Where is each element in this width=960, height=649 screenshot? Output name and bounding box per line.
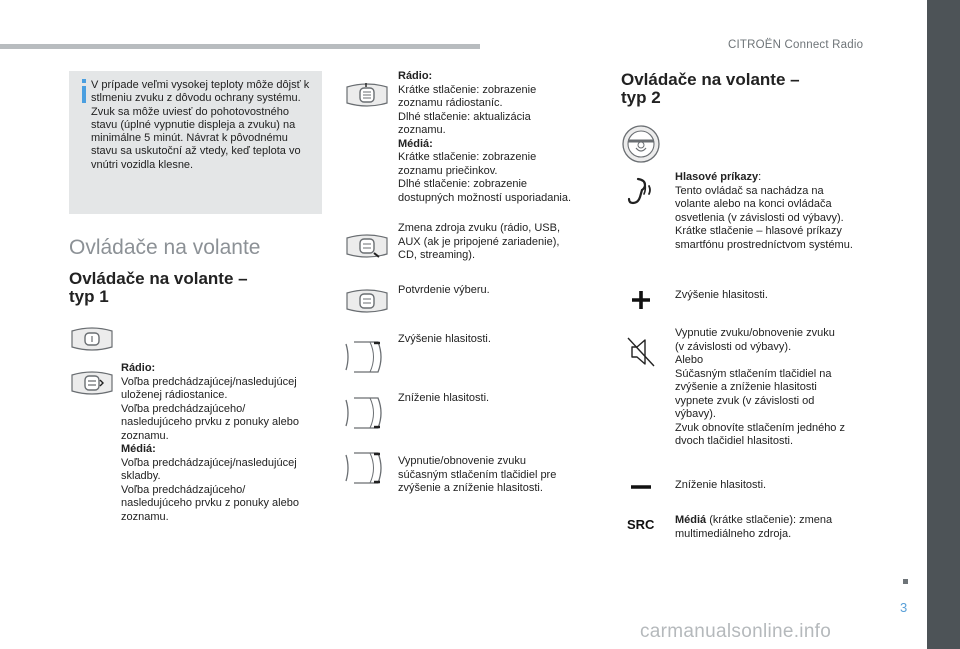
voice-command-icon	[625, 176, 653, 206]
source-description: Zmena zdroja zvuku (rádio, USB, AUX (ak je pripojené zariadenie), CD, streaming).	[398, 222, 561, 261]
steering-control-icon	[69, 326, 115, 352]
type2-volume-down-description: Zníženie hlasitosti.	[675, 479, 767, 491]
plus-icon	[631, 290, 651, 310]
watermark: carmanualsonline.info	[640, 621, 832, 642]
section-title: Ovládače na volante	[69, 236, 261, 259]
radio-label: Rádio:	[121, 362, 156, 374]
info-icon	[81, 79, 87, 103]
press-description: Rádio: Krátke stlačenie: zobrazenie zoznamu rádiostaníc. Dlhé stlačenie: aktualizácia zoznamu. Médiá: Krátke stlačenie: zobrazenie zoznamu priečinkov. Dlhé stlačenie: zobrazenie dostupných možností usporiadania.	[398, 70, 572, 204]
src-description: Médiá (krátke stlačenie): zmena multimediálneho zdroja.	[675, 514, 833, 540]
type1-heading-line1: Ovládače na volante –	[69, 269, 248, 288]
source-button-icon	[344, 233, 390, 259]
press-button-icon	[344, 82, 390, 108]
scroll-wheel-icon	[69, 370, 115, 396]
volume-up-rocker-icon	[344, 340, 386, 374]
confirm-button-icon	[344, 288, 390, 314]
minus-icon	[630, 482, 652, 492]
page-number: 3	[900, 600, 908, 615]
info-box	[69, 71, 322, 214]
volume-up-description: Zvýšenie hlasitosti.	[398, 333, 491, 345]
page-end-marker	[903, 579, 908, 584]
steering-wheel-icon	[621, 124, 661, 164]
type1-heading	[69, 270, 248, 306]
volume-down-description: Zníženie hlasitosti.	[398, 392, 490, 404]
voice-command-description: Hlasové príkazy: Tento ovládač sa nachádza na volante alebo na konci ovládača osvetlenia (v závislosti od výbavy). Krátke stlačenie – hlasové príkazy smartfónu prostredníctvom systému.	[675, 171, 853, 251]
media-label: Médiá:	[121, 443, 156, 455]
mute-speaker-icon	[626, 336, 656, 368]
type1-heading-line2: typ 1	[69, 287, 109, 306]
right-color-band	[927, 0, 960, 649]
confirm-description: Potvrdenie výberu.	[398, 284, 490, 296]
mute-rocker-icon	[344, 451, 386, 485]
volume-down-rocker-icon	[344, 396, 386, 430]
type2-mute-description: Vypnutie zvuku/obnovenie zvuku (v závislosti od výbavy). Alebo Súčasným stlačením tlačidiel na zvýšenie a zníženie hlasitosti vypnete zvuk (v závislosti od výbavy). Zvuk obnovíte stlačením jedného z dvoch tlačidiel hlasitosti.	[675, 327, 845, 447]
running-head: CITROËN Connect Radio	[728, 39, 864, 51]
type2-heading-line2: typ 2	[621, 88, 661, 107]
type2-heading	[621, 71, 800, 107]
info-text: V prípade veľmi vysokej teploty môže dôjsť k stlmeniu zvuku z dôvodu ochrany systému. Zvuk sa môže uviesť do pohotovostného stavu (úplné vypnutie displeja a zvuku) na minimálne 5 minút. Návrat k pôvodnému stavu sa uskutoční až vtedy, keď teplota vo vnútri vozidla klesne.	[91, 79, 310, 171]
type2-heading-line1: Ovládače na volante –	[621, 70, 800, 89]
top-rule	[0, 44, 480, 49]
type2-volume-up-description: Zvýšenie hlasitosti.	[675, 289, 768, 301]
mute-description: Vypnutie/obnovenie zvuku súčasným stlačením tlačidiel pre zvýšenie a zníženie hlasitosti.	[398, 455, 557, 494]
src-icon: SRC	[627, 517, 655, 532]
type1-radio-media-description: Rádio: Voľba predchádzajúcej/nasledujúcej uloženej rádiostanice. Voľba predchádzajúceho/ nasledujúceho prvku z ponuky alebo zoznamu. Médiá: Voľba predchádzajúcej/nasledujúcej skladby. Voľba predchádzajúceho/ nasledujúceho prvku z ponuky alebo zoznamu.	[121, 362, 321, 524]
